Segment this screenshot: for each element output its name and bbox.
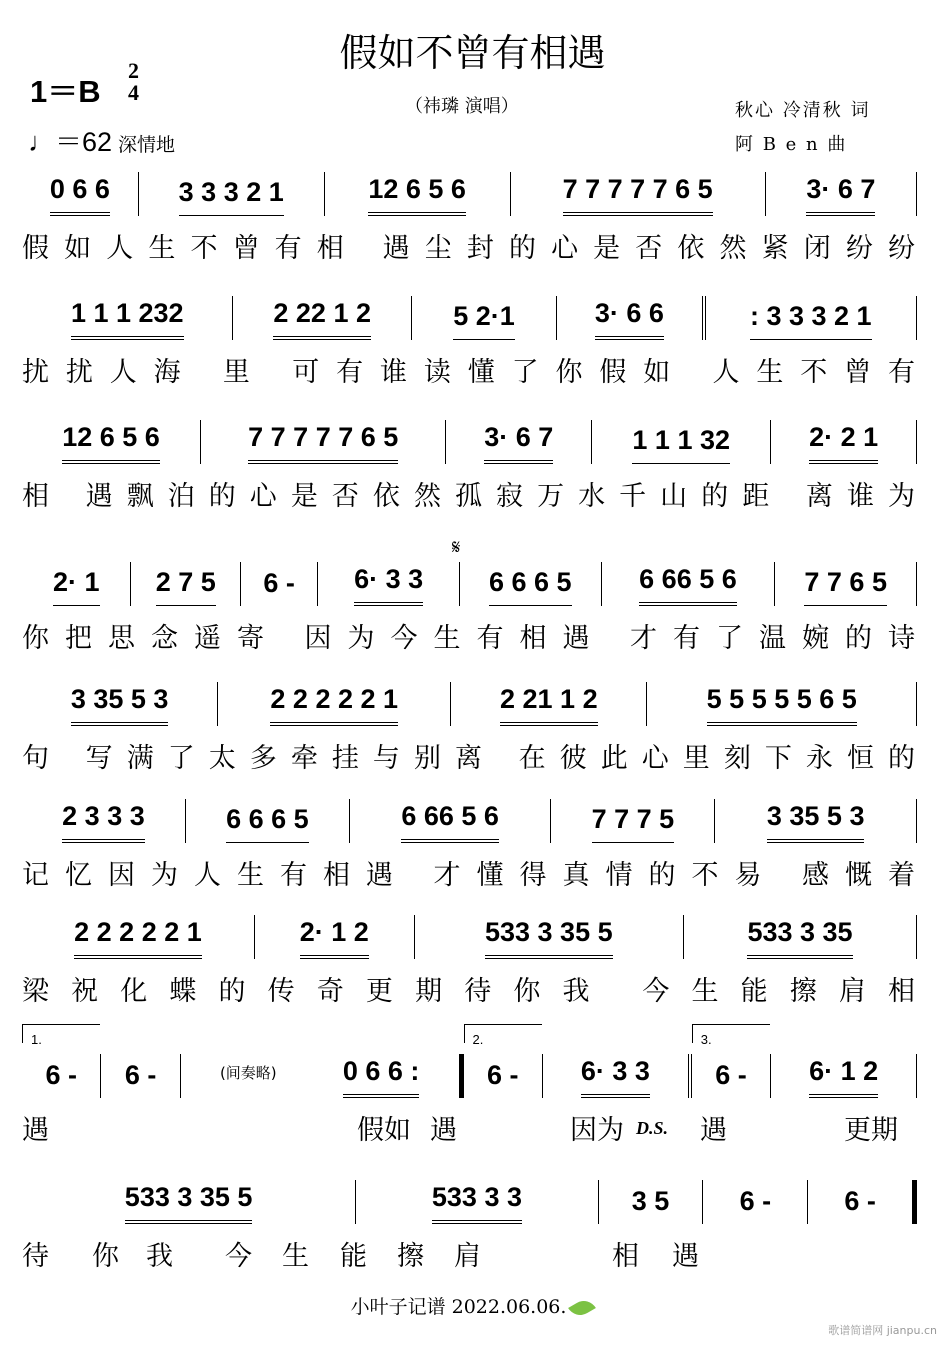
note-group: 533 3 35 5 bbox=[125, 1182, 253, 1224]
measure bbox=[510, 172, 765, 216]
measure bbox=[22, 420, 200, 464]
time-top: 2 bbox=[128, 58, 139, 83]
singer: （祎璘 演唱） bbox=[405, 96, 519, 117]
segno-icon: 𝄋 bbox=[451, 535, 461, 559]
tempo-mark bbox=[28, 120, 175, 159]
note-group: 6 - bbox=[263, 568, 295, 598]
lyrics-line: 句 写满了太多牵挂与别离 在彼此心里刻下永恒的 bbox=[22, 743, 917, 774]
measure bbox=[22, 296, 232, 340]
lyric-word: 遇 bbox=[430, 1115, 457, 1146]
note-group: 3· 6 7 bbox=[806, 174, 875, 216]
tempo-value: ♩＝62 bbox=[28, 127, 113, 157]
lyric-word: 待 bbox=[22, 1241, 49, 1272]
measure bbox=[22, 1180, 355, 1224]
lyric-word: 遇 bbox=[672, 1241, 699, 1272]
volta-bracket: 3. bbox=[692, 1024, 770, 1043]
lyric-word: 生 bbox=[282, 1241, 309, 1272]
watermark: 歌谱简谱网 jianpu.cn bbox=[828, 1324, 937, 1337]
note-group: 2· 1 2 bbox=[300, 917, 369, 959]
lyric-word: 你 bbox=[92, 1241, 119, 1272]
time-bottom: 4 bbox=[128, 80, 139, 105]
note-group: 6 6 6 5 bbox=[489, 567, 572, 606]
measure bbox=[22, 682, 217, 726]
interlude-note: (间奏略) bbox=[219, 1064, 277, 1082]
lyric-word: 肩 bbox=[454, 1241, 481, 1272]
note-group: 7 7 7 7 7 6 5 bbox=[248, 422, 398, 464]
volta-bracket: 1. bbox=[22, 1024, 100, 1043]
measure bbox=[451, 535, 601, 606]
song-title: 假如不曾有相遇 bbox=[339, 31, 606, 75]
system-row bbox=[22, 294, 917, 386]
note-group: 1 1 1 232 bbox=[71, 298, 184, 340]
measure bbox=[22, 799, 185, 843]
note-group: 533 3 3 bbox=[432, 1182, 522, 1224]
note-group: 6· 1 2 bbox=[809, 1056, 878, 1098]
measure bbox=[22, 172, 138, 216]
system-row bbox=[22, 535, 917, 654]
measure bbox=[240, 562, 317, 606]
lyric-word: 擦 bbox=[397, 1241, 424, 1272]
note-group: 6 - bbox=[124, 1060, 157, 1090]
measure bbox=[349, 799, 551, 843]
note-group: 1 1 1 32 bbox=[632, 425, 730, 464]
note-group: 3 35 5 3 bbox=[767, 801, 865, 843]
note-group: 2 21 1 2 bbox=[500, 684, 598, 726]
system-row bbox=[22, 170, 917, 262]
notes-row bbox=[22, 913, 917, 959]
note-group: 6 66 5 6 bbox=[401, 801, 499, 843]
note-group: 6 6 6 5 bbox=[226, 804, 309, 843]
lyric-word: 更期 bbox=[844, 1115, 898, 1146]
lyric-word: 遇 bbox=[700, 1115, 727, 1146]
note-group: 5 2·1 bbox=[453, 301, 515, 340]
measure bbox=[646, 682, 917, 726]
notes-row bbox=[22, 680, 917, 726]
measure bbox=[765, 172, 917, 216]
note-group: 6 - bbox=[45, 1060, 77, 1090]
measure bbox=[714, 799, 917, 843]
system-row bbox=[22, 680, 917, 772]
note-group: 2 2 2 2 2 1 bbox=[74, 917, 202, 959]
measure bbox=[459, 1032, 542, 1098]
note-group: 3· 6 7 bbox=[484, 422, 553, 464]
note-group: 7 7 6 5 bbox=[804, 567, 887, 606]
note-group: 12 6 5 6 bbox=[368, 174, 466, 216]
notes-row bbox=[22, 535, 917, 606]
system-row bbox=[22, 418, 917, 510]
measure bbox=[683, 915, 917, 959]
lyrics-line: 梁祝化蝶的传奇更期待你我 今生能擦肩相 bbox=[22, 976, 917, 1007]
notes-row bbox=[22, 170, 917, 216]
volta-bracket: 2. bbox=[464, 1024, 542, 1043]
measure bbox=[591, 420, 770, 464]
measure bbox=[130, 562, 239, 606]
composer: 阿 B e n 曲 bbox=[735, 134, 848, 155]
note-group: 6 - bbox=[739, 1186, 772, 1216]
note-group: 2 2 2 2 2 1 bbox=[270, 684, 398, 726]
lyric-word: 相 bbox=[612, 1241, 639, 1272]
lyrics-line bbox=[22, 1108, 917, 1144]
lyric-word: 遇 bbox=[22, 1115, 49, 1146]
lyric-word: 今 bbox=[225, 1241, 252, 1272]
lyrics-line: 你把思念遥寄 因为今生有相遇 才有了温婉的诗 bbox=[22, 623, 917, 654]
note-group: 533 3 35 5 bbox=[485, 917, 613, 959]
note-group: 2 22 1 2 bbox=[273, 298, 371, 340]
notes-row bbox=[22, 1032, 917, 1098]
lyrics-line: 相 遇飘泊的心是否依然孤寂万水千山的距 离谁为 bbox=[22, 481, 917, 512]
measure bbox=[22, 562, 130, 606]
note-group: 0 6 6 : bbox=[343, 1056, 420, 1098]
measure bbox=[414, 915, 684, 959]
system-row bbox=[22, 1178, 917, 1270]
measure bbox=[232, 296, 410, 340]
leaf-icon bbox=[569, 1296, 597, 1320]
measure bbox=[200, 420, 445, 464]
note-group: 6 - bbox=[486, 1060, 519, 1090]
measure bbox=[598, 1180, 703, 1224]
measure bbox=[22, 1032, 100, 1098]
note-group: 3 35 5 3 bbox=[71, 684, 169, 726]
note-group: 6· 3 3 bbox=[581, 1056, 650, 1098]
measure bbox=[702, 296, 917, 340]
lyrics-line: 扰扰人海 里 可有谁读懂了你假如 人生不曾有 bbox=[22, 357, 917, 388]
notes-row bbox=[22, 418, 917, 464]
measure bbox=[100, 1054, 179, 1098]
note-group: 6 - bbox=[715, 1060, 747, 1090]
note-group: 0 6 6 bbox=[50, 174, 110, 216]
measure bbox=[317, 562, 459, 606]
note-group: 7 7 7 5 bbox=[592, 804, 675, 843]
lyrics-line: 记忆因为人生有相遇 才懂得真情的不易 感慨着 bbox=[22, 860, 917, 891]
notes-row bbox=[22, 1178, 917, 1224]
note-group: 5 5 5 5 5 6 5 bbox=[707, 684, 857, 726]
note-group: 2 3 3 3 bbox=[62, 801, 145, 843]
measure bbox=[254, 915, 414, 959]
system-row bbox=[22, 913, 917, 1005]
note-group: : 3 3 3 2 1 bbox=[750, 301, 872, 340]
notes-row bbox=[22, 797, 917, 843]
measure bbox=[770, 420, 917, 464]
note-group: 3· 6 6 bbox=[595, 298, 664, 340]
measure bbox=[807, 1180, 917, 1224]
measure bbox=[22, 915, 254, 959]
measure bbox=[601, 562, 775, 606]
measure bbox=[324, 172, 510, 216]
measure bbox=[138, 172, 324, 216]
lyric-word: 我 bbox=[146, 1241, 173, 1272]
note-group: 6 - bbox=[844, 1186, 876, 1216]
measure bbox=[450, 682, 646, 726]
note-group: 6· 3 3 bbox=[354, 564, 423, 606]
measure bbox=[445, 420, 591, 464]
measure bbox=[556, 296, 701, 340]
footer-text: 小叶子记谱 2022.06.06. bbox=[350, 1296, 567, 1318]
measure bbox=[774, 562, 917, 606]
measure bbox=[355, 1180, 597, 1224]
footer-credit bbox=[0, 1292, 945, 1319]
note-group: 533 3 35 bbox=[747, 917, 852, 959]
system-row bbox=[22, 797, 917, 889]
measure bbox=[180, 1054, 459, 1098]
measure bbox=[542, 1054, 688, 1098]
note-group: 12 6 5 6 bbox=[62, 422, 160, 464]
note-group: 2 7 5 bbox=[156, 567, 216, 606]
measure bbox=[770, 1054, 917, 1098]
key-signature: 1＝B bbox=[30, 74, 101, 109]
note-group: 2· 2 1 bbox=[809, 422, 878, 464]
note-group: 7 7 7 7 7 6 5 bbox=[563, 174, 713, 216]
time-signature bbox=[128, 60, 139, 104]
note-group: 3 5 bbox=[631, 1186, 670, 1216]
measure bbox=[217, 682, 450, 726]
lyricist: 秋心 冷清秋 词 bbox=[735, 100, 871, 121]
note-group: 3 3 3 2 1 bbox=[179, 177, 284, 216]
system-row bbox=[22, 1032, 917, 1146]
measure bbox=[550, 799, 714, 843]
lyrics-line: 假如人生不曾有相 遇尘封的心是否依然紧闭纷纷 bbox=[22, 233, 917, 264]
note-group: 2· 1 bbox=[53, 567, 100, 606]
measure bbox=[411, 296, 556, 340]
measure bbox=[688, 1032, 770, 1098]
note-group: 6 66 5 6 bbox=[639, 564, 737, 606]
lyrics-line bbox=[22, 1234, 917, 1270]
lyric-word: 能 bbox=[340, 1241, 367, 1272]
lyric-word: 因为 bbox=[570, 1115, 624, 1146]
notes-row bbox=[22, 294, 917, 340]
lyric-word: 假如 bbox=[357, 1115, 411, 1146]
measure bbox=[185, 799, 349, 843]
measure bbox=[702, 1180, 807, 1224]
dal-segno-mark: D.S. bbox=[636, 1118, 669, 1138]
expression: 深情地 bbox=[118, 134, 176, 156]
